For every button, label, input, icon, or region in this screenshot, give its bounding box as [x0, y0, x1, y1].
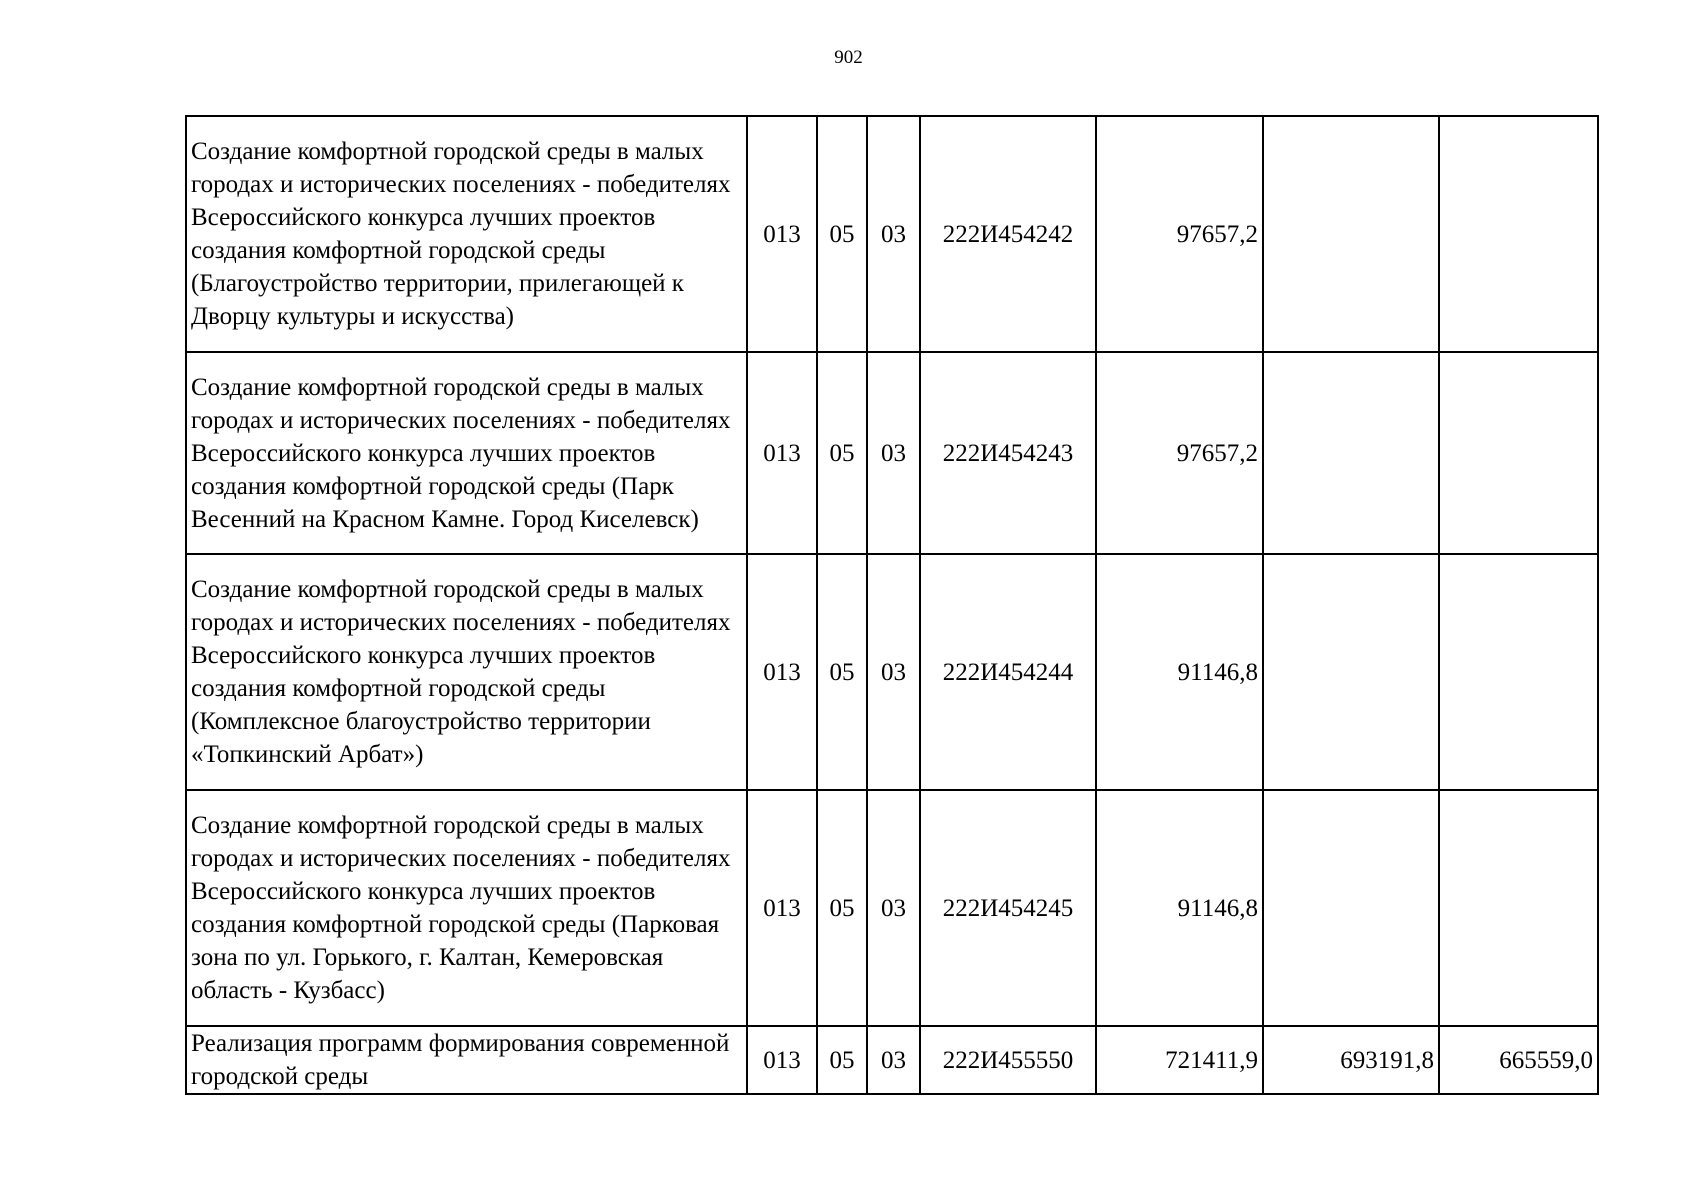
amount-year-1: 97657,2	[1096, 352, 1263, 554]
table-row	[186, 116, 1598, 352]
row-description: Реализация программ формирования современной городской среды	[186, 1026, 747, 1094]
amount-year-3: 665559,0	[1439, 1026, 1598, 1094]
amount-year-2	[1263, 790, 1439, 1026]
amount-year-3	[1439, 790, 1598, 1026]
section-code: 05	[817, 116, 867, 352]
row-description: Создание комфортной городской среды в малых городах и исторических поселениях - победителях Всероссийского конкурса лучших проектов создания комфортной городской среды (Комплексное благоустройство территории «Топкинский Арбат»)	[186, 554, 747, 790]
amount-year-3	[1439, 352, 1598, 554]
amount-year-3	[1439, 554, 1598, 790]
ministry-code: 013	[747, 790, 817, 1026]
section-code: 05	[817, 790, 867, 1026]
section-code: 05	[817, 1026, 867, 1094]
subsection-code: 03	[867, 116, 920, 352]
section-code: 05	[817, 554, 867, 790]
amount-year-1: 91146,8	[1096, 554, 1263, 790]
row-description: Создание комфортной городской среды в малых городах и исторических поселениях - победителях Всероссийского конкурса лучших проектов создания комфортной городской среды (Парковая зона по ул. Горького, г. Калтан, Кемеровская область - Кузбасс)	[186, 790, 747, 1026]
table-row	[186, 352, 1598, 554]
subsection-code: 03	[867, 790, 920, 1026]
target-article-code: 222И455550	[920, 1026, 1096, 1094]
amount-year-2: 693191,8	[1263, 1026, 1439, 1094]
target-article-code: 222И454242	[920, 116, 1096, 352]
row-description: Создание комфортной городской среды в малых городах и исторических поселениях - победителях Всероссийского конкурса лучших проектов создания комфортной городской среды (Парк Весенний на Красном Камне. Город Киселевск)	[186, 352, 747, 554]
amount-year-2	[1263, 554, 1439, 790]
table-row	[186, 1026, 1598, 1094]
amount-year-1: 97657,2	[1096, 116, 1263, 352]
budget-table	[185, 115, 1599, 1095]
target-article-code: 222И454243	[920, 352, 1096, 554]
subsection-code: 03	[867, 352, 920, 554]
ministry-code: 013	[747, 554, 817, 790]
subsection-code: 03	[867, 554, 920, 790]
page-number: 902	[834, 47, 863, 68]
row-description: Создание комфортной городской среды в малых городах и исторических поселениях - победителях Всероссийского конкурса лучших проектов создания комфортной городской среды (Благоустройство территории, прилегающей к Дворцу культуры и искусства)	[186, 116, 747, 352]
target-article-code: 222И454245	[920, 790, 1096, 1026]
amount-year-1: 721411,9	[1096, 1026, 1263, 1094]
ministry-code: 013	[747, 352, 817, 554]
section-code: 05	[817, 352, 867, 554]
ministry-code: 013	[747, 1026, 817, 1094]
target-article-code: 222И454244	[920, 554, 1096, 790]
amount-year-1: 91146,8	[1096, 790, 1263, 1026]
table-row	[186, 554, 1598, 790]
amount-year-3	[1439, 116, 1598, 352]
subsection-code: 03	[867, 1026, 920, 1094]
ministry-code: 013	[747, 116, 817, 352]
amount-year-2	[1263, 352, 1439, 554]
amount-year-2	[1263, 116, 1439, 352]
table-row	[186, 790, 1598, 1026]
